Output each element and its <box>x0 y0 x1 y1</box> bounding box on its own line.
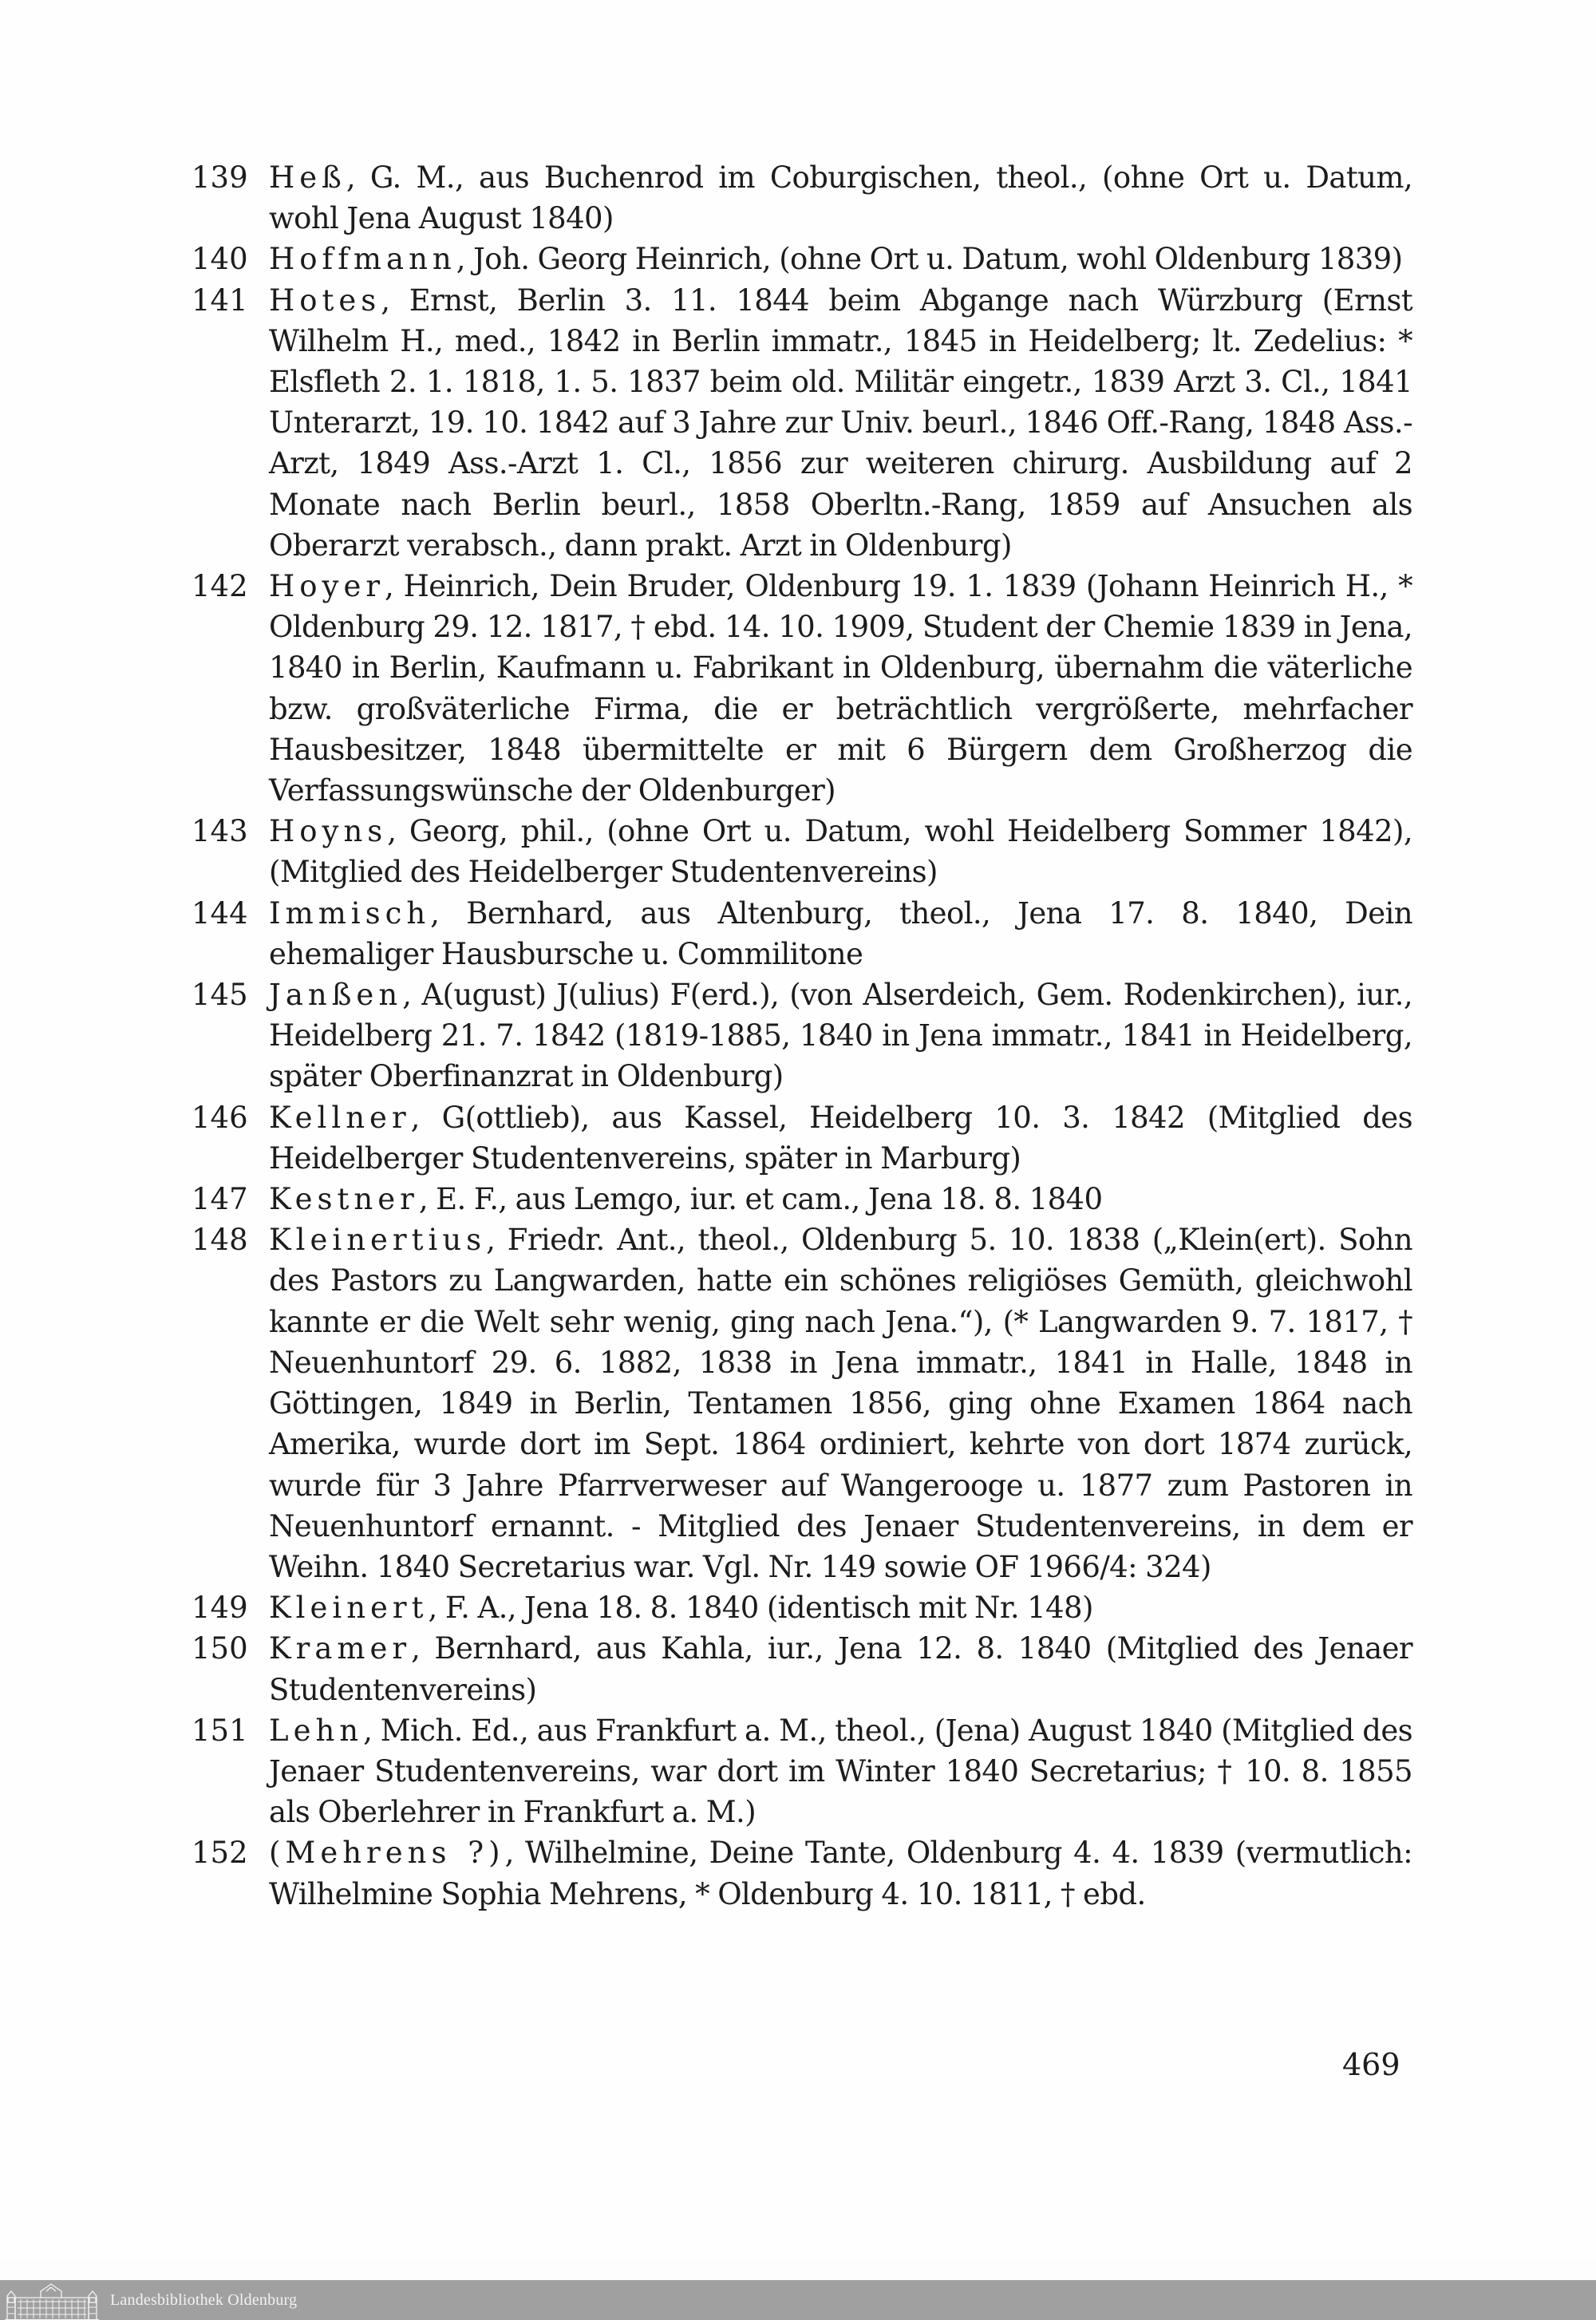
entry-number: 142 <box>192 569 248 604</box>
entry-text: , Joh. Georg Heinrich, (ohne Ort u. Datum, wohl Oldenburg 1839) <box>456 242 1403 277</box>
library-building-icon <box>5 2282 99 2320</box>
register-entry <box>192 239 1412 279</box>
entry-name: Kleinert <box>269 1591 429 1626</box>
entry-number: 143 <box>192 814 248 849</box>
entry-name: Kleinertius <box>269 1223 487 1258</box>
entry-text: , G. M., aus Buchenrod im Coburgischen, theol., (ohne Ort u. Datum, wohl Jena August 1840) <box>269 160 1412 236</box>
entry-name: Immisch <box>269 895 431 931</box>
entry-text: , Wilhelmine, Deine Tante, Oldenburg 4. 4. 1839 (vermutlich: Wilhelmine Sophia Mehrens, * Oldenburg 4. 10. 1811, † ebd. <box>269 1836 1412 1911</box>
entry-number: 150 <box>192 1631 248 1666</box>
entry-name: Hoyns <box>269 814 388 849</box>
entry-name: Janßen <box>269 978 403 1013</box>
register-entry <box>192 1628 1412 1709</box>
entry-number: 139 <box>192 160 248 195</box>
entry-number: 144 <box>192 895 248 931</box>
entry-name: Hoffmann <box>269 242 456 277</box>
library-name: Landesbibliothek Oldenburg <box>110 2290 298 2309</box>
entry-text: , Friedr. Ant., theol., Oldenburg 5. 10. 1838 („Klein(ert). Sohn des Pastors zu Langwarden, hatte ein schönes religiöses Gemüth, gleichwohl kannte er die Welt sehr wenig, ging nach Jena.“), (* Langwarden 9. 7. 1817, † Neuenhuntorf 29. 6. 1882, 1838 in Jena immatr., 1841 in Halle, 1848 in Göttingen, 1849 in Berlin, Tentamen 1856, ging ohne Examen 1864 nach Amerika, wurde dort im Sept. 1864 ordiniert, kehrte von dort 1874 zurück, wurde für 3 Jahre Pfarrverweser auf Wangerooge u. 1877 zum Pastoren in Neuenhuntorf ernannt. - Mitglied des Jenaer Studentenvereins, in dem er Weihn. 1840 Secretarius war. Vgl. Nr. 149 sowie OF 1966/4: 324) <box>269 1223 1412 1584</box>
entry-text: , Heinrich, Dein Bruder, Oldenburg 19. 1. 1839 (Johann Heinrich H., * Oldenburg 29. 12. 1817, † ebd. 14. 10. 1909, Student der Chemie 1839 in Jena, 1840 in Berlin, Kaufmann u. Fabrikant in Oldenburg, übernahm die väterliche bzw. großväterliche Firma, die er beträchtlich vergrößerte, mehrfacher Hausbesitzer, 1848 übermittelte er mit 6 Bürgern dem Großherzog die Verfassungswünsche der Oldenburger) <box>269 569 1412 808</box>
entry-name: Kestner <box>269 1182 419 1217</box>
entry-number: 147 <box>192 1182 248 1217</box>
entry-number: 151 <box>192 1713 248 1748</box>
register-entry <box>192 1832 1412 1914</box>
register-entry <box>192 893 1412 974</box>
entry-text: , Ernst, Berlin 3. 11. 1844 beim Abgange nach Würzburg (Ernst Wilhelm H., med., 1842 in Berlin immatr., 1845 in Heidelberg; lt. Zedelius: * Elsfleth 2. 1. 1818, 1. 5. 1837 beim old. Militär eingetr., 1839 Arzt 3. Cl., 1841 Unterarzt, 19. 10. 1842 auf 3 Jahre zur Univ. beurl., 1846 Off.-Rang, 1848 Ass.-Arzt, 1849 Ass.-Arzt 1. Cl., 1856 zur weiteren chirurg. Ausbildung auf 2 Monate nach Berlin beurl., 1858 Oberltn.-Rang, 1859 auf Ansuchen als Oberarzt verabsch., dann prakt. Arzt in Oldenburg) <box>269 283 1412 563</box>
entry-text: , Georg, phil., (ohne Ort u. Datum, wohl Heidelberg Sommer 1842), (Mitglied des Heidelberger Studentenvereins) <box>269 814 1412 890</box>
entry-number: 141 <box>192 283 248 318</box>
register-entry <box>192 566 1412 811</box>
entry-number: 140 <box>192 242 248 277</box>
entry-text: , Bernhard, aus Kahla, iur., Jena 12. 8. 1840 (Mitglied des Jenaer Studentenvereins) <box>269 1631 1412 1707</box>
entry-name: Kellner <box>269 1100 411 1135</box>
page-number: 469 <box>1342 2047 1400 2082</box>
register-entry <box>192 1710 1412 1833</box>
library-footer-bar <box>0 2280 1596 2320</box>
entry-number: 152 <box>192 1836 248 1871</box>
register-entries <box>192 157 1412 1915</box>
entry-name: Hoyer <box>269 569 385 604</box>
register-entry <box>192 974 1412 1097</box>
entry-text: , E. F., aus Lemgo, iur. et cam., Jena 18. 8. 1840 <box>418 1182 1103 1217</box>
entry-name: (Mehrens ?) <box>269 1836 505 1871</box>
entry-number: 146 <box>192 1100 248 1135</box>
register-entry <box>192 811 1412 892</box>
entry-text: , G(ottlieb), aus Kassel, Heidelberg 10. 3. 1842 (Mitglied des Heidelberger Studentenvereins, später in Marburg) <box>269 1100 1412 1176</box>
register-entry <box>192 1219 1412 1587</box>
entry-number: 145 <box>192 978 248 1013</box>
entry-text: , F. A., Jena 18. 8. 1840 (identisch mit Nr. 148) <box>428 1591 1093 1626</box>
entry-number: 149 <box>192 1591 248 1626</box>
entry-name: Heß <box>269 160 346 195</box>
entry-name: Lehn <box>269 1713 364 1748</box>
entry-text: , Mich. Ed., aus Frankfurt a. M., theol., (Jena) August 1840 (Mitglied des Jenaer Studentenvereins, war dort im Winter 1840 Secretarius; † 10. 8. 1855 als Oberlehrer in Frankfurt a. M.) <box>269 1713 1412 1830</box>
register-entry <box>192 1587 1412 1628</box>
entry-number: 148 <box>192 1223 248 1258</box>
entry-text: , Bernhard, aus Altenburg, theol., Jena 17. 8. 1840, Dein ehemaliger Hausbursche u. Commilitone <box>269 895 1412 971</box>
entry-name: Hotes <box>269 283 381 318</box>
register-entry <box>192 280 1412 566</box>
entry-text: , A(ugust) J(ulius) F(erd.), (von Alserdeich, Gem. Rodenkirchen), iur., Heidelberg 21. 7. 1842 (1819-1885, 1840 in Jena immatr., 1841 in Heidelberg, später Oberfinanzrat in Oldenburg) <box>269 978 1412 1094</box>
register-entry <box>192 1179 1412 1219</box>
register-entry <box>192 157 1412 239</box>
register-entry <box>192 1097 1412 1179</box>
entry-name: Kramer <box>269 1631 412 1666</box>
